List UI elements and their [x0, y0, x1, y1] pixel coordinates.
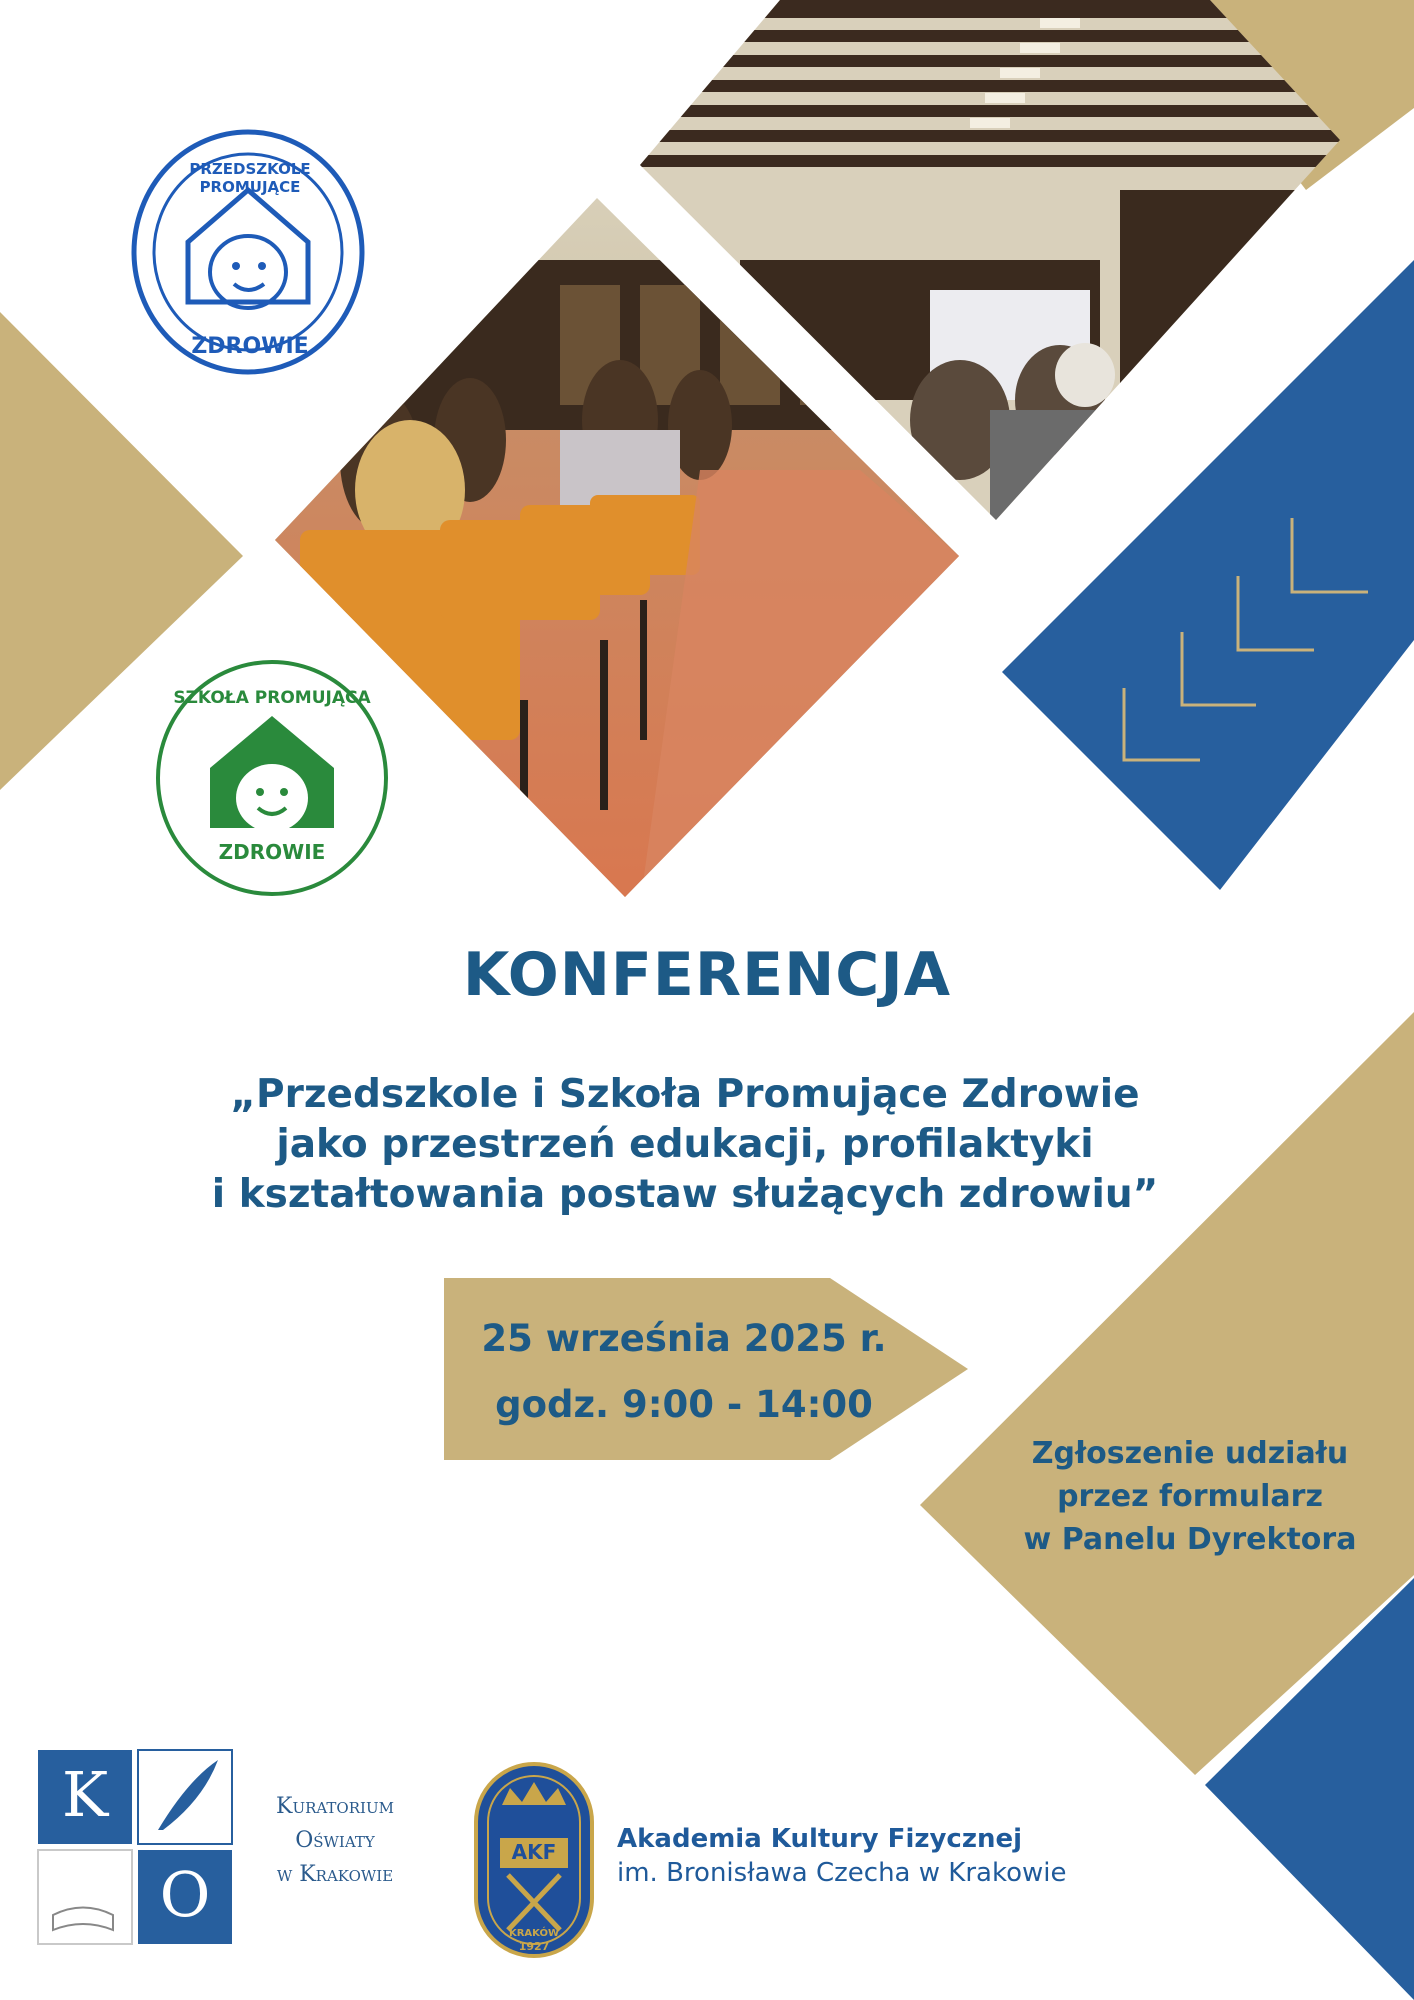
- akf-line-1: Akademia Kultury Fizycznej: [617, 1824, 1023, 1854]
- akf-badge-year: 1927: [518, 1940, 550, 1953]
- kuratorium-line-3: w Krakowie: [276, 1862, 394, 1887]
- page-title: KONFERENCJA: [462, 940, 952, 1010]
- akf-badge-city: KRAKÓW: [508, 1928, 560, 1939]
- akf-line-2: im. Bronisława Czecha w Krakowie: [617, 1858, 1067, 1888]
- conference-subtitle: [160, 1070, 1210, 1220]
- kuratorium-line-1: Kuratorium: [276, 1794, 394, 1819]
- event-datetime: [444, 1306, 924, 1438]
- registration-line-3: w Panelu Dyrektora: [1023, 1522, 1357, 1557]
- event-time: godz. 9:00 - 14:00: [495, 1383, 873, 1426]
- school-logo-bottom-text: ZDROWIE: [218, 840, 326, 864]
- subtitle-line-3: i kształtowania postaw służących zdrowiu”: [211, 1172, 1159, 1217]
- registration-line-1: Zgłoszenie udziału: [1031, 1436, 1349, 1471]
- preschool-logo-bottom-text: ZDROWIE: [191, 334, 309, 359]
- registration-info: [1000, 1432, 1380, 1561]
- registration-line-2: przez formularz: [1057, 1479, 1323, 1514]
- event-date: 25 września 2025 r.: [481, 1317, 887, 1360]
- subtitle-line-1: „Przedszkole i Szkoła Promujące Zdrowie: [230, 1072, 1140, 1117]
- kuratorium-letter-k: K: [61, 1758, 109, 1831]
- kuratorium-line-2: Oświaty: [295, 1828, 375, 1853]
- subtitle-line-2: jako przestrzeń edukacji, profilaktyki: [276, 1122, 1094, 1167]
- preschool-logo-arc-text: PRZEDSZKOLE PROMUJĄCE: [189, 160, 311, 196]
- kuratorium-letter-o: O: [159, 1858, 211, 1931]
- school-logo-arc-text: SZKOŁA PROMUJĄCA: [173, 688, 371, 708]
- akf-badge-abbrev: AKF: [511, 1840, 557, 1864]
- akf-name: [617, 1822, 1137, 1890]
- kuratorium-name: [240, 1790, 430, 1892]
